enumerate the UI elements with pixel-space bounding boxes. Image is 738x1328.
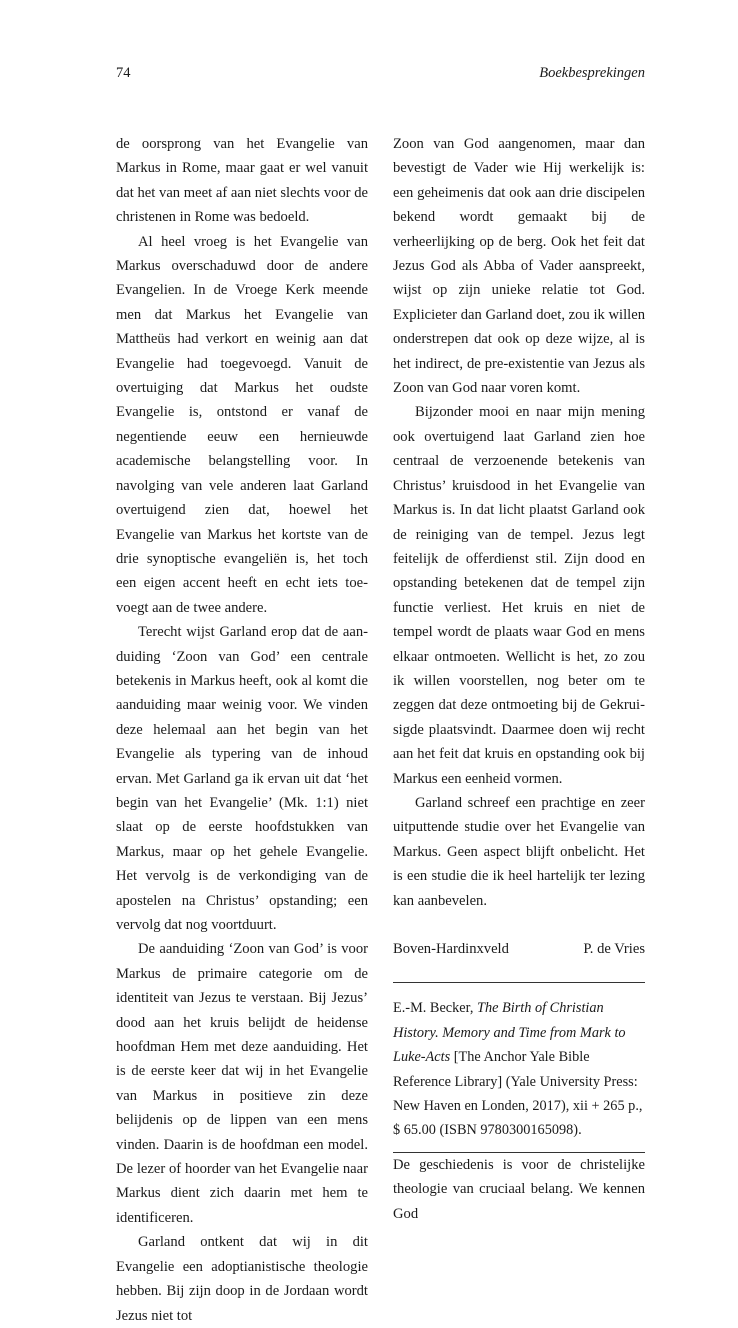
- left-column: [116, 132, 368, 1328]
- citation-details: [The Anchor Yale Bible Reference Library] (Yale University Press: New Haven en Londen, 2017), xii + 265 p., $ 65.00 (ISBN 9780300165098).: [393, 1049, 643, 1139]
- paragraph: Terecht wijst Garland erop dat de aanduiding ‘Zoon van God’ een centrale betekenis in Markus heeft, ook al komt die aanduiding maar weinig voor. We vinden deze helemaal aan het begin van het Evangelie als typering van de inhoud ervan. Met Garland ga ik ervan uit dat ‘het begin van het Evangelie’ (Mk. 1:1) niet slaat op de eerste hoofdstukken van Markus, maar op het gehele Evangelie. Het vervolg is de verkondiging van de apostelen na Christus’ opstanding; een vervolg dat nog voortduurt.: [116, 624, 368, 933]
- next-review-paragraph: De geschiedenis is voor de christelijke theologie van cruciaal belang. We kennen God: [393, 1156, 645, 1222]
- signature-author: P. de Vries: [583, 941, 645, 957]
- divider-top: [393, 982, 645, 983]
- paragraph: de oorsprong van het Evangelie van Markus in Rome, maar gaat er wel vanuit dat het van meet af aan niet slechts voor de christenen in Rome was bedoeld.: [116, 136, 368, 226]
- citation-author: E.-M. Becker,: [393, 1000, 477, 1017]
- paragraph: Zoon van God aangenomen, maar dan bevestigt de Vader wie Hij werkelijk is: een geheimenis dat ook aan drie discipelen bekend wordt gemaakt bij de verheerlijking op de berg. Ook het feit dat Jezus God als Abba of Vader aanspreekt, wijst op zijn unieke relatie tot God. Explicieter dan Garland doet, zou ik willen onderstrepen dat ook op deze wijze, al is het indirect, de pre-existentie van Jezus als Zoon van God naar voren komt.: [393, 136, 645, 397]
- book-citation: [393, 996, 645, 1142]
- right-column: [393, 132, 645, 1226]
- signature-place: Boven-Hardinxveld: [393, 941, 509, 957]
- paragraph: Bijzonder mooi en naar mijn mening ook overtuigend laat Garland zien hoe centraal de verzoenende betekenis van Christus’ kruisdood in het Evangelie van Markus is. In dat licht plaatst Garland ook de reiniging van de tempel. Jezus legt feitelijk de offerdienst stil. Zijn dood en opstanding betekenen dat de tempel zijn functie verliest. Het kruis en niet de tempel wordt de plaats waar God en mens elkaar ontmoeten. Wellicht is het, zo zou ik willen voorstellen, nog beter om te zeggen dat deze ontmoeting bij de Gekruisigde plaatsvindt. Daarmee doen wij recht aan het feit dat kruis en opstanding ook bij Markus een eenheid vormen.: [393, 404, 645, 787]
- paragraph: Al heel vroeg is het Evangelie van Markus overschaduwd door de andere Evangelien. In de Vroege Kerk meende men dat Markus het Evangelie van Mattheüs had verkort en weinig aan dat Evangelie had toegevoegd. Vanuit de overtuiging dat Markus het oudste Evangelie is, ontstond er vanaf de negentiende eeuw een hernieuwde academische belangstelling voor. In navolging van vele anderen laat Garland overtuigend zien dat, hoewel het Evangelie van Markus het kortste van de drie synoptische evangeliën is, het toch een eigen accent heeft en echt iets toevoegt aan de twee andere.: [116, 233, 368, 616]
- paragraph: Garland ontkent dat wij in dit Evangelie een adoptianistische theologie hebben. Bij zijn doop in de Jordaan wordt Jezus niet tot: [116, 1234, 368, 1324]
- review-signature: [393, 937, 645, 961]
- page-number: 74: [116, 65, 131, 81]
- paragraph: Garland schreef een prachtige en zeer uitputtende studie over het Evangelie van Markus. Geen aspect blijft onbelicht. Het is een studie die ik heel hartelijk ter lezing kan aanbevelen.: [393, 794, 645, 909]
- paragraph: De aanduiding ‘Zoon van God’ is voor Markus de primaire categorie om de identiteit van Jezus te verstaan. Bij Jezus’ dood aan het kruis belijdt de heidense hoofdman Hem met deze aanduiding. Het is de eerste keer dat wij in het Evangelie van Markus in positieve zin deze belijdenis op de lippen van een mens vinden. Daarin is de hoofdman een model. De lezer of hoorder van het Evangelie naar Markus dient zich daarin met hem te identificeren.: [116, 941, 368, 1226]
- citation-title: The Birth of Christian History. Memory and Time from Mark to Luke-Acts: [393, 1000, 626, 1066]
- running-header: Boekbesprekingen: [539, 65, 645, 81]
